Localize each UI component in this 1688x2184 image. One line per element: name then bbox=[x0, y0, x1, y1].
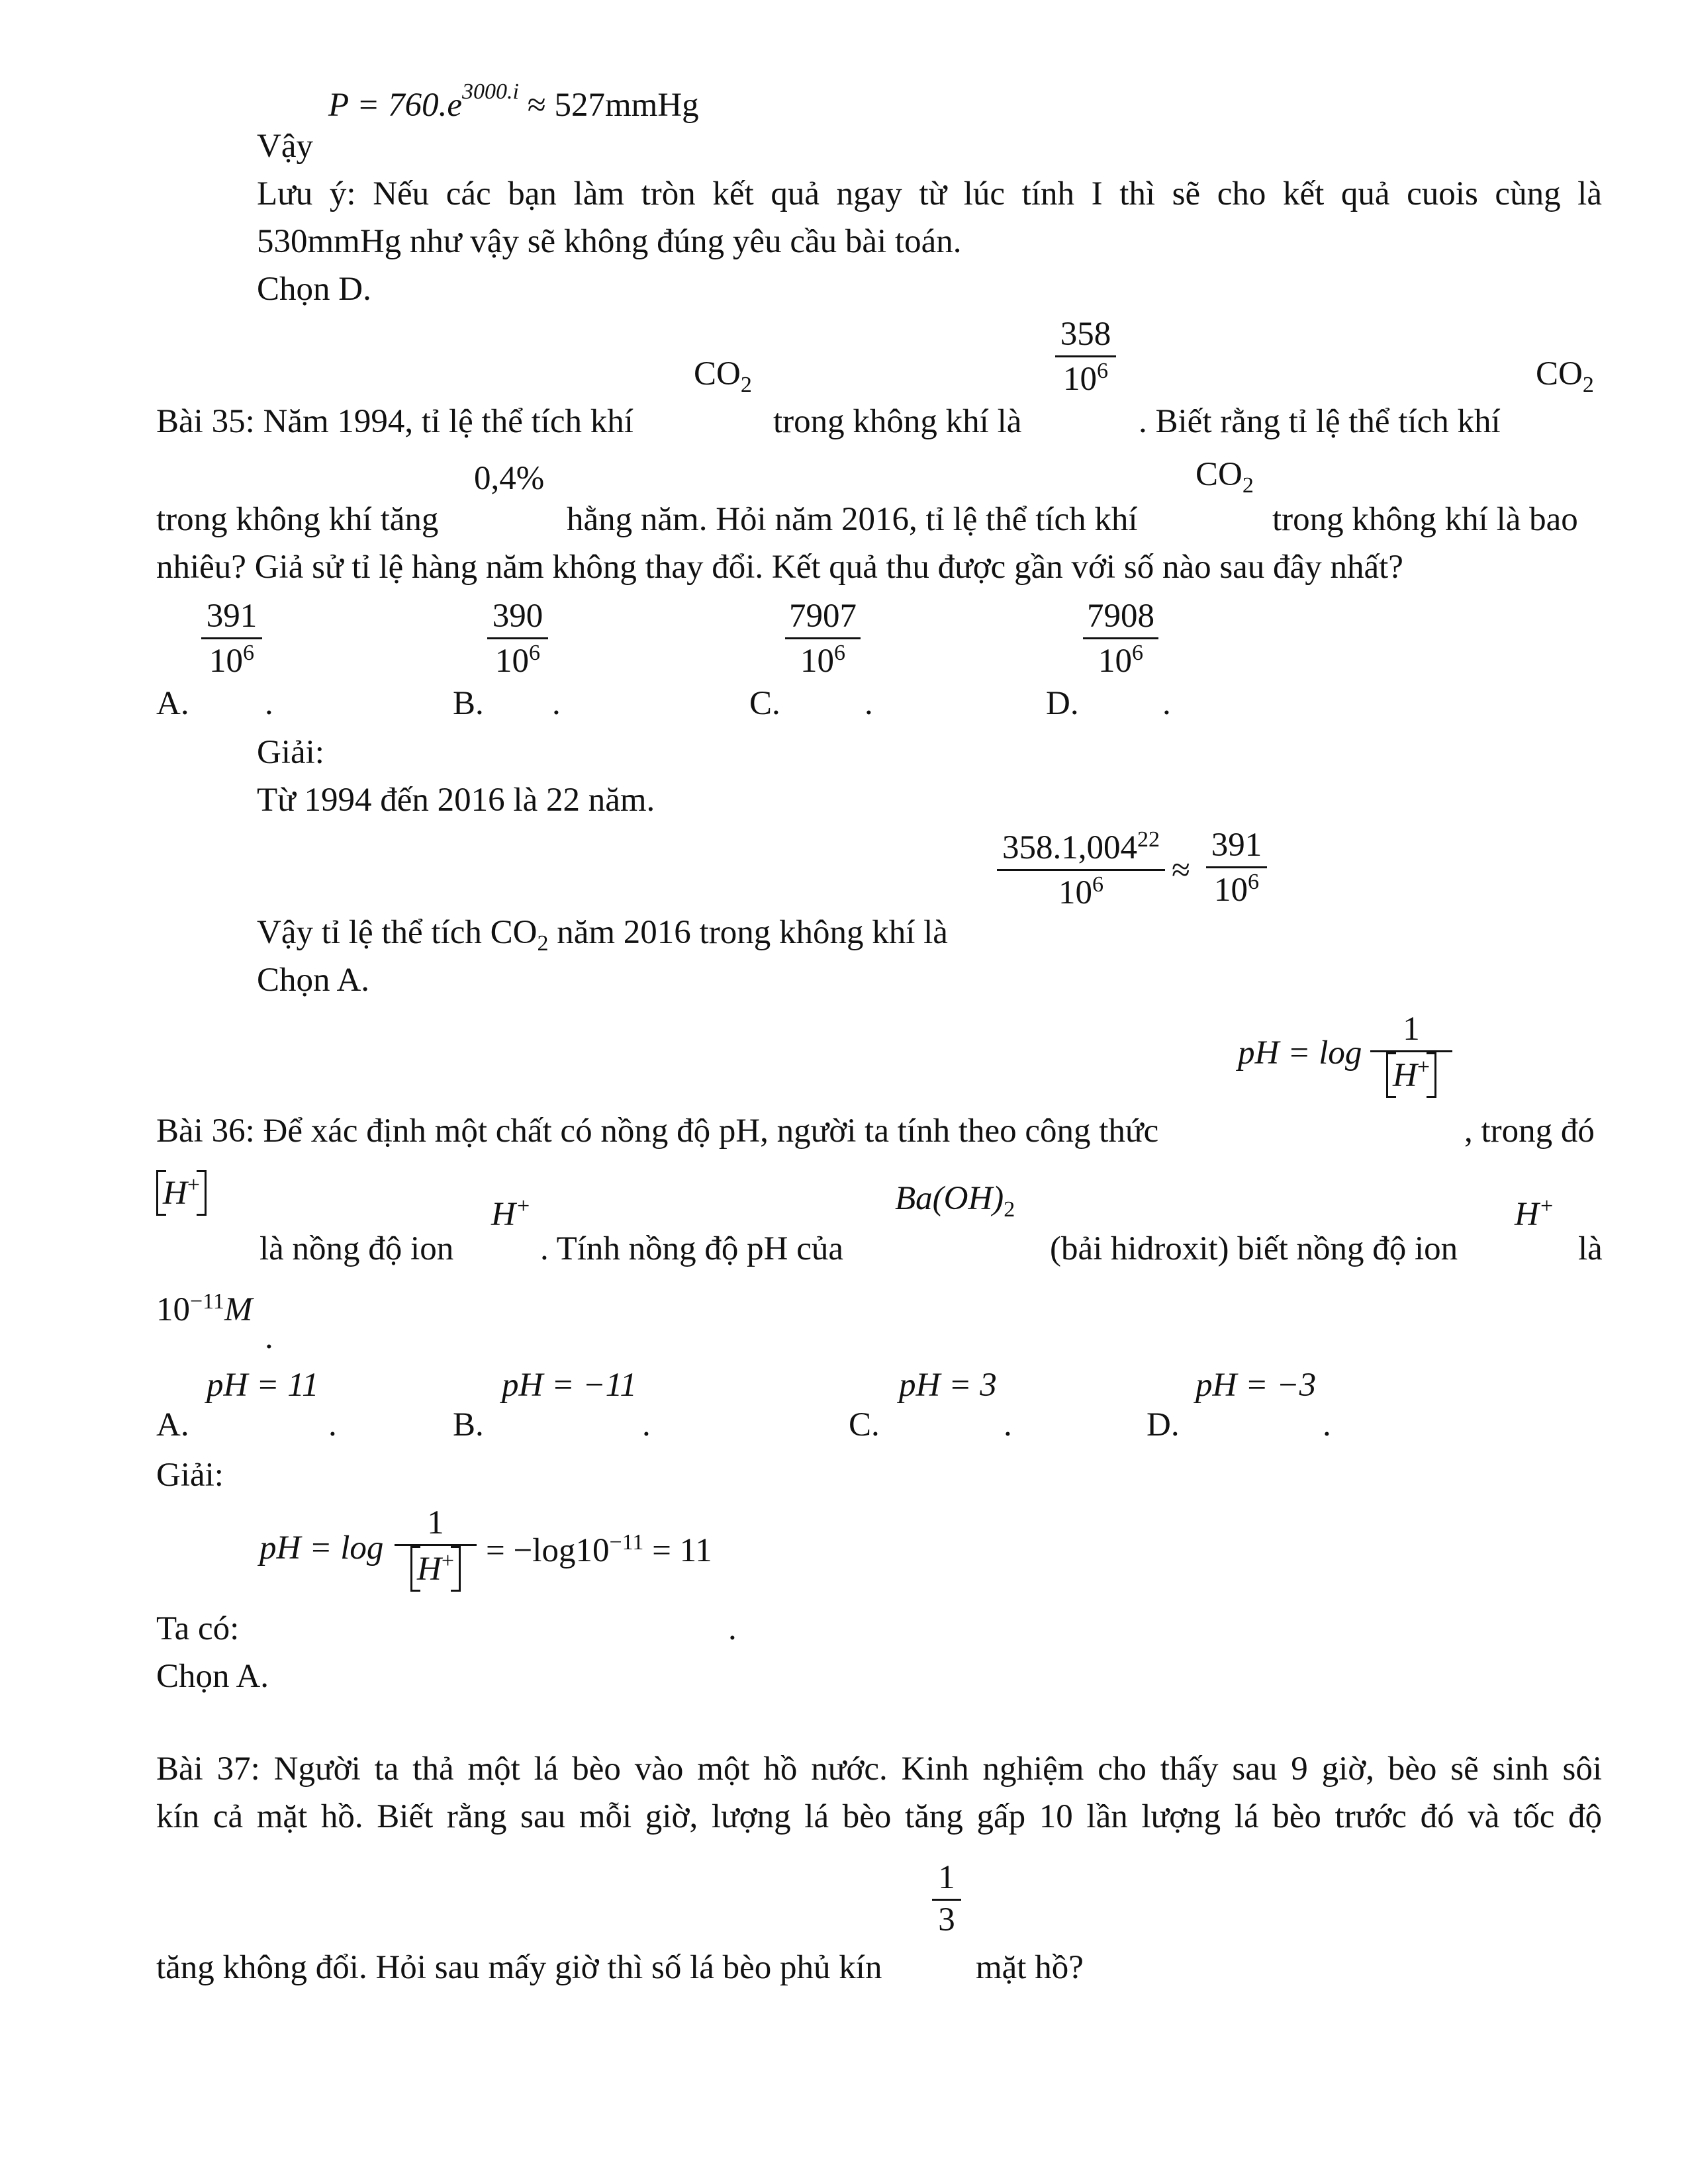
h-ion-bracket: H+ bbox=[1386, 1055, 1436, 1094]
period: . bbox=[265, 1319, 273, 1356]
option-c-value: pH = 3 bbox=[899, 1367, 997, 1404]
option-b-fraction: 390 $10^6$ bbox=[487, 600, 548, 678]
solution-rhs: = $-\log 10^{-11} = 11$ bbox=[486, 1530, 712, 1569]
option-b-label: B. bbox=[453, 685, 484, 722]
option-a-label: A. bbox=[156, 685, 189, 722]
initial-ratio-fraction: 358 $10^6$ bbox=[1055, 318, 1116, 396]
choose-answer: Chọn D. bbox=[257, 271, 371, 308]
period: . bbox=[728, 1610, 737, 1647]
one-third-fraction: 1 3 bbox=[932, 1861, 961, 1937]
note-line-2: 530mmHg như vậy sẽ không đúng yêu cầu bài toán. bbox=[257, 223, 962, 260]
option-a-dot: . bbox=[328, 1406, 337, 1443]
approx-sign: ≈ bbox=[1172, 852, 1190, 889]
option-c-dot: . bbox=[1004, 1406, 1012, 1443]
ph-formula-fraction: 1 H+ bbox=[1370, 1013, 1452, 1094]
solution-label: Giải: bbox=[156, 1457, 224, 1494]
bai37-line2: kín cả mặt hồ. Biết rằng sau mỗi giờ, lượng lá bèo tăng gấp 10 lần lượng lá bèo trước đó và tốc độ bbox=[156, 1798, 1602, 1835]
bai35-line1-a: Bài 35: Năm 1994, tỉ lệ thể tích khí bbox=[156, 403, 633, 440]
co2-label: $CO_2$ bbox=[1196, 456, 1254, 498]
option-b-label: B. bbox=[453, 1406, 484, 1443]
calc-result-fraction: 391 $10^6$ bbox=[1206, 829, 1267, 907]
result-text: Vậy tỉ lệ thể tích $CO_2$ năm 2016 trong không khí là bbox=[257, 914, 948, 956]
solution-label: Giải: bbox=[257, 734, 324, 771]
co2-label: $CO_2$ bbox=[1536, 355, 1594, 398]
option-a-fraction: 391 $10^6$ bbox=[201, 600, 262, 678]
option-d-dot: . bbox=[1162, 685, 1171, 722]
option-b-dot: . bbox=[642, 1406, 651, 1443]
ph-formula-lhs: pH = log bbox=[1238, 1034, 1362, 1071]
co2-label: $CO_2$ bbox=[694, 355, 752, 398]
option-b-dot: . bbox=[552, 685, 561, 722]
h-ion-symbol: H+ bbox=[491, 1194, 531, 1233]
bai36-line2-a: là nồng độ ion bbox=[259, 1230, 454, 1267]
option-d-value: pH = −3 bbox=[1196, 1367, 1317, 1404]
h-ion-bracket-symbol: H+ bbox=[156, 1173, 207, 1212]
bai36-line2-b: . Tính nồng độ pH của bbox=[540, 1230, 844, 1267]
bai35-line2-c: trong không khí là bao bbox=[1272, 501, 1578, 538]
option-c-dot: . bbox=[865, 685, 873, 722]
bai35-line1-b: trong không khí là bbox=[773, 403, 1022, 440]
choose-answer: Chọn A. bbox=[156, 1658, 269, 1695]
bai35-line2-a: trong không khí tăng bbox=[156, 501, 439, 538]
option-d-dot: . bbox=[1323, 1406, 1331, 1443]
h-concentration: $10^{-11}M$ bbox=[156, 1289, 253, 1328]
option-d-label: D. bbox=[1046, 685, 1079, 722]
option-a-dot: . bbox=[265, 685, 273, 722]
option-b-value: pH = −11 bbox=[502, 1367, 637, 1404]
pressure-formula: $P = 760.e^{3000.i}$ ≈ 527mmHg bbox=[328, 79, 699, 124]
bai36-line1-a: Bài 36: Để xác định một chất có nồng độ pH, người ta tính theo công thức bbox=[156, 1113, 1159, 1150]
option-c-label: C. bbox=[749, 685, 780, 722]
bai35-line3: nhiêu? Giả sử tỉ lệ hàng năm không thay đổi. Kết quả thu được gần với số nào sau đây nhất? bbox=[156, 549, 1403, 586]
option-d-label: D. bbox=[1147, 1406, 1180, 1443]
option-d-fraction: 7908 $10^6$ bbox=[1083, 600, 1158, 678]
bai37-line1: Bài 37: Người ta thả một lá bèo vào một hồ nước. Kinh nghiệm cho thấy sau 9 giờ, bèo sẽ sinh sôi bbox=[156, 1751, 1602, 1788]
option-c-label: C. bbox=[849, 1406, 880, 1443]
option-a-value: pH = 11 bbox=[207, 1367, 319, 1404]
calc-fraction: 358.1,004$^{22}$ $10^6$ bbox=[997, 829, 1165, 910]
bai37-line3-b: mặt hồ? bbox=[976, 1949, 1084, 1986]
bai36-line1-b: , trong đó bbox=[1464, 1113, 1595, 1150]
note-line-1: Lưu ý: Nếu các bạn làm tròn kết quả ngay từ lúc tính I thì sẽ cho kết quả cuois cùng là bbox=[257, 175, 1602, 212]
text-vay: Vậy bbox=[257, 128, 313, 165]
solution-lhs: pH = log bbox=[259, 1529, 384, 1567]
baoh2-formula: $Ba(OH)_2$ bbox=[895, 1180, 1015, 1222]
choose-answer: Chọn A. bbox=[257, 962, 370, 999]
option-c-fraction: 7907 $10^6$ bbox=[785, 600, 861, 678]
bai35-line1-c: . Biết rằng tỉ lệ thể tích khí bbox=[1139, 403, 1501, 440]
taco-label: Ta có: bbox=[156, 1610, 240, 1647]
bai36-line2-c: (bải hidroxit) biết nồng độ ion bbox=[1050, 1230, 1458, 1267]
solution-fraction: 1 H+ bbox=[395, 1506, 477, 1588]
h-ion-symbol: H+ bbox=[1515, 1194, 1554, 1233]
bai37-line3-a: tăng không đổi. Hỏi sau mấy giờ thì số lá bèo phủ kín bbox=[156, 1949, 882, 1986]
bai35-line2-b: hằng năm. Hỏi năm 2016, tỉ lệ thể tích khí bbox=[567, 501, 1138, 538]
years-text: Từ 1994 đến 2016 là 22 năm. bbox=[257, 782, 655, 819]
option-a-label: A. bbox=[156, 1406, 189, 1443]
growth-rate: 0,4% bbox=[474, 460, 545, 497]
bai36-line2-d: là bbox=[1578, 1230, 1603, 1267]
